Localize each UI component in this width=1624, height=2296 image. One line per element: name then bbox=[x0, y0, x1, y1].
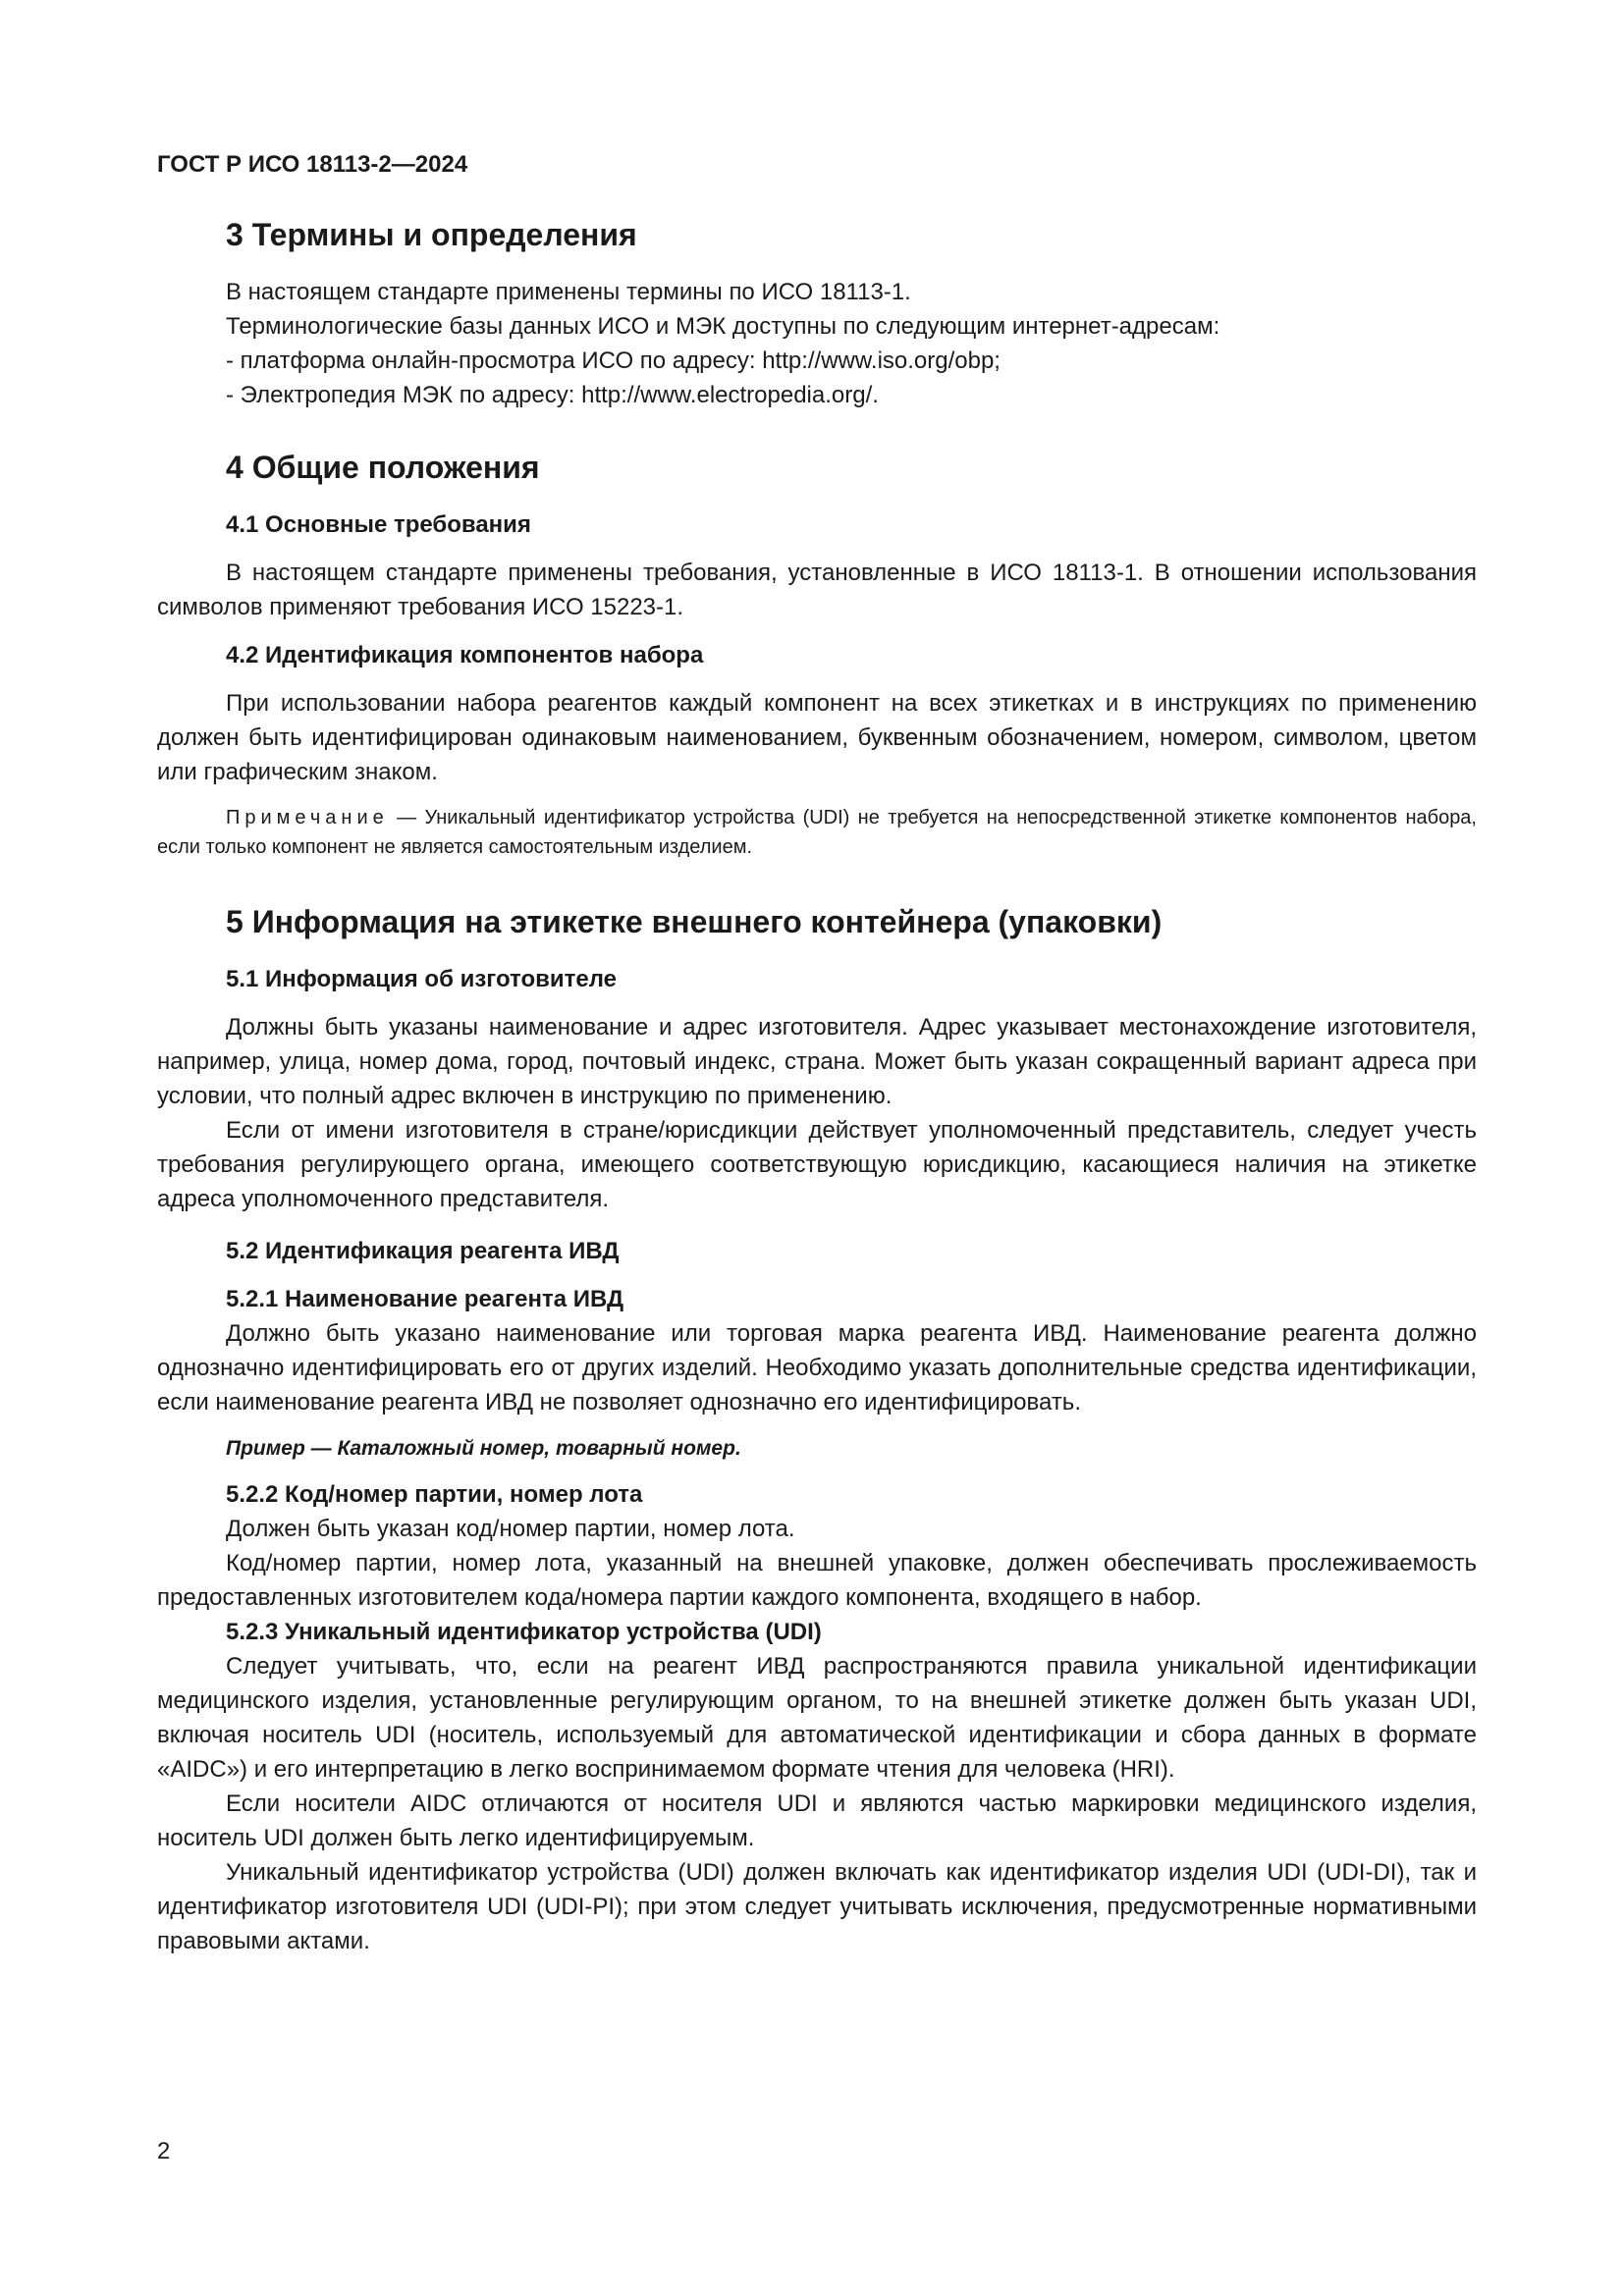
section-5-1-paragraph: Должны быть указаны наименование и адрес изготовителя. Адрес указывает местонахождение изготовителя, например, улица, номер дома, город, почтовый индекс, страна. Может быть указан сокращенный вариант адреса при условии, что полный адрес включен в инструкцию по применению. bbox=[157, 1014, 1477, 1109]
page-number: 2 bbox=[157, 2138, 171, 2164]
section-5-2-3-paragraph: Если носители AIDC отличаются от носителя UDI и являются частью маркировки медицинского изделия, носитель UDI должен быть легко идентифицируемым. bbox=[157, 1790, 1477, 1851]
document-code: ГОСТ Р ИСО 18113-2—2024 bbox=[157, 151, 468, 178]
example-note: Пример — Каталожный номер, товарный номер. bbox=[226, 1437, 741, 1460]
section-4-2-paragraph: При использовании набора реагентов каждый компонент на всех этикетках и в инструкциях по применению должен быть идентифицирован одинаковым наименованием, буквенным обозначением, номером, символом, цветом или графическим знаком. bbox=[157, 690, 1477, 785]
section-5-1-heading: 5.1 Информация об изготовителе bbox=[226, 966, 617, 992]
section-3-paragraph: В настоящем стандарте применены термины по ИСО 18113-1. bbox=[226, 279, 911, 305]
section-5-2-2-paragraph: Код/номер партии, номер лота, указанный на внешней упаковке, должен обеспечивать прослеживаемость предоставленных изготовителем кода/номера партии каждого компонента, входящего в набор. bbox=[157, 1550, 1477, 1611]
section-4-1-heading: 4.1 Основные требования bbox=[226, 511, 531, 538]
section-3-list-item: - Электропедия МЭК по адресу: http://www.electropedia.org/. bbox=[226, 382, 879, 408]
section-5-2-heading: 5.2 Идентификация реагента ИВД bbox=[226, 1238, 620, 1264]
section-4-2-heading: 4.2 Идентификация компонентов набора bbox=[226, 642, 704, 668]
section-3-heading: 3 Термины и определения bbox=[226, 217, 637, 252]
page-content bbox=[157, 214, 1477, 1958]
section-5-2-3-paragraph: Следует учитывать, что, если на реагент ИВД распространяются правила уникальной идентификации медицинского изделия, установленные регулирующим органом, то на внешней этикетке должен быть указан UDI, включая носитель UDI (носитель, используемый для автоматической идентификации и сбора данных в формате «AIDC») и его интерпретацию в легко воспринимаемом формате чтения для человека (HRI). bbox=[157, 1653, 1477, 1783]
note-label: Примечание bbox=[226, 807, 389, 828]
section-5-heading: 5 Информация на этикетке внешнего контейнера (упаковки) bbox=[226, 904, 1163, 939]
note bbox=[157, 803, 1477, 862]
section-3-paragraph: Терминологические базы данных ИСО и МЭК доступны по следующим интернет-адресам: bbox=[226, 313, 1220, 340]
section-4-heading: 4 Общие положения bbox=[226, 450, 540, 485]
section-5-2-2-heading: 5.2.2 Код/номер партии, номер лота bbox=[226, 1481, 643, 1508]
section-3-list-item: - платформа онлайн-просмотра ИСО по адресу: http://www.iso.org/obp; bbox=[226, 347, 1001, 374]
note-text: — Уникальный идентификатор устройства (UDI) не требуется на непосредственной этикетке компонентов набора, если только компонент не является самостоятельным изделием. bbox=[157, 807, 1477, 858]
section-5-2-1-heading: 5.2.1 Наименование реагента ИВД bbox=[226, 1286, 624, 1312]
section-4-1-paragraph: В настоящем стандарте применены требования, установленные в ИСО 18113-1. В отношении использования символов применяют требования ИСО 15223-1. bbox=[157, 560, 1477, 620]
section-5-2-2-paragraph: Должен быть указан код/номер партии, номер лота. bbox=[226, 1516, 795, 1542]
section-5-2-3-heading: 5.2.3 Уникальный идентификатор устройства (UDI) bbox=[226, 1619, 822, 1645]
section-5-1-paragraph: Если от имени изготовителя в стране/юрисдикции действует уполномоченный представитель, следует учесть требования регулирующего органа, имеющего соответствующую юрисдикцию, касающиеся наличия на этикетке адреса уполномоченного представителя. bbox=[157, 1117, 1477, 1212]
section-5-2-3-paragraph: Уникальный идентификатор устройства (UDI) должен включать как идентификатор изделия UDI (UDI-DI), так и идентификатор изготовителя UDI (UDI-PI); при этом следует учитывать исключения, предусмотренные нормативными правовыми актами. bbox=[157, 1859, 1477, 1954]
section-5-2-1-paragraph: Должно быть указано наименование или торговая марка реагента ИВД. Наименование реагента должно однозначно идентифицировать его от других изделий. Необходимо указать дополнительные средства идентификации, если наименование реагента ИВД не позволяет однозначно его идентифицировать. bbox=[157, 1320, 1477, 1415]
